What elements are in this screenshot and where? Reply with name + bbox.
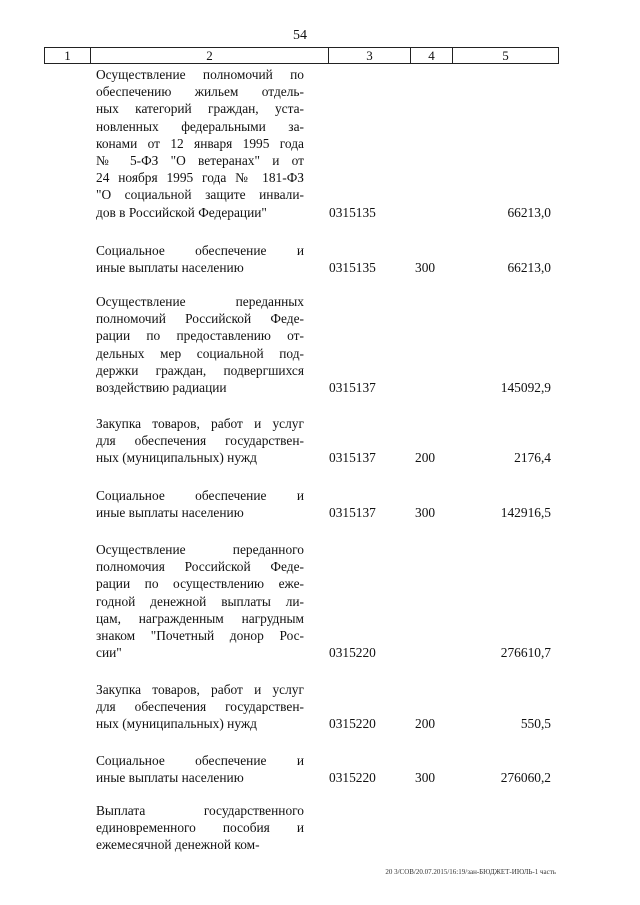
- description-line: Осуществление полномочий по: [96, 67, 304, 82]
- column-header-3: 3: [329, 48, 411, 64]
- description-line: воздействию радиации: [96, 380, 227, 396]
- row-expense-type: 300: [415, 505, 436, 521]
- description-line: единовременного пособия и: [96, 820, 304, 836]
- description-line: полномочий Российской Феде-: [96, 311, 304, 327]
- row-amount: 2176,4: [514, 450, 551, 466]
- description-line: знаком "Почетный донор Рос-: [96, 628, 304, 644]
- description-line: годной денежной выплаты ли-: [96, 593, 304, 609]
- column-header-row: [45, 48, 559, 64]
- description-line: иные выплаты населению: [96, 505, 244, 521]
- row-description: [96, 242, 304, 276]
- description-line: 24 ноября 1995 года № 181-ФЗ: [96, 170, 304, 186]
- row-expense-type: 300: [415, 260, 436, 276]
- row-code: 0315220: [329, 716, 376, 732]
- description-line: для обеспечения государствен-: [96, 433, 304, 449]
- row-description: [96, 487, 304, 521]
- description-line: сии": [96, 645, 122, 661]
- row-code: 0315137: [329, 450, 376, 466]
- column-header-2: 2: [91, 48, 329, 64]
- description-line: Осуществление переданного: [96, 542, 304, 557]
- description-line: держки граждан, подвергшихся: [96, 362, 304, 378]
- row-expense-type: 200: [415, 450, 436, 466]
- description-line: дельных мер социальной под-: [96, 345, 304, 361]
- description-line: "О социальной защите инвали-: [96, 187, 304, 203]
- description-line: дов в Российской Федерации": [96, 204, 267, 220]
- description-line: иные выплаты населению: [96, 260, 244, 276]
- description-line: полномочия Российской Феде-: [96, 559, 304, 575]
- row-description: [96, 541, 304, 661]
- row-amount: 66213,0: [507, 260, 551, 276]
- description-line: ежемесячной денежной ком-: [96, 837, 260, 853]
- description-line: цам, награжденным нагрудным: [96, 610, 304, 626]
- row-code: 0315220: [329, 770, 376, 786]
- description-line: № 5-ФЗ "О ветеранах" и от: [96, 153, 304, 169]
- description-line: Выплата государственного: [96, 803, 304, 818]
- row-expense-type: 200: [415, 716, 436, 732]
- description-line: обеспечению жильем отдель-: [96, 84, 304, 100]
- row-code: 0315220: [329, 645, 376, 661]
- row-description: [96, 802, 304, 854]
- description-line: для обеспечения государствен-: [96, 699, 304, 715]
- description-line: новленных федеральными за-: [96, 118, 304, 134]
- row-amount: 145092,9: [500, 380, 551, 395]
- column-header-table: [44, 47, 559, 64]
- page-number: 54: [293, 28, 307, 43]
- column-header-1: 1: [45, 48, 91, 64]
- description-line: Социальное обеспечение и: [96, 488, 304, 503]
- description-line: Осуществление переданных: [96, 294, 304, 309]
- row-description: [96, 681, 304, 733]
- description-line: Закупка товаров, работ и услуг: [96, 682, 304, 697]
- column-header-5: 5: [453, 48, 559, 64]
- row-amount: 276060,2: [500, 770, 551, 786]
- column-header-4: 4: [411, 48, 453, 64]
- description-line: Социальное обеспечение и: [96, 243, 304, 258]
- row-amount: 550,5: [520, 716, 551, 732]
- description-line: Закупка товаров, работ и услуг: [96, 416, 304, 431]
- description-line: конами от 12 января 1995 года: [96, 135, 304, 151]
- row-description: [96, 752, 304, 786]
- row-amount: 142916,5: [500, 505, 551, 521]
- row-description: [96, 66, 304, 221]
- row-amount: 276610,7: [500, 645, 551, 661]
- row-expense-type: 300: [415, 770, 436, 786]
- row-amount: 66213,0: [507, 204, 551, 220]
- row-code: 0315135: [329, 204, 376, 220]
- description-line: ных (муниципальных) нужд: [96, 716, 257, 732]
- description-line: Социальное обеспечение и: [96, 753, 304, 768]
- row-code: 0315137: [329, 505, 376, 521]
- description-line: рации по предоставлению от-: [96, 328, 304, 344]
- description-line: рации по осуществлению еже-: [96, 576, 304, 592]
- description-line: ных категорий граждан, уста-: [96, 101, 304, 117]
- footer-note: 20 3/СОВ/20.07.2015/16:19/зан-БЮДЖЕТ-ИЮЛЬ-1 часть: [385, 868, 556, 876]
- row-code: 0315137: [329, 380, 376, 395]
- description-line: иные выплаты населению: [96, 770, 244, 786]
- row-code: 0315135: [329, 260, 376, 276]
- description-line: ных (муниципальных) нужд: [96, 450, 257, 466]
- row-description: [96, 415, 304, 467]
- row-description: [96, 293, 304, 396]
